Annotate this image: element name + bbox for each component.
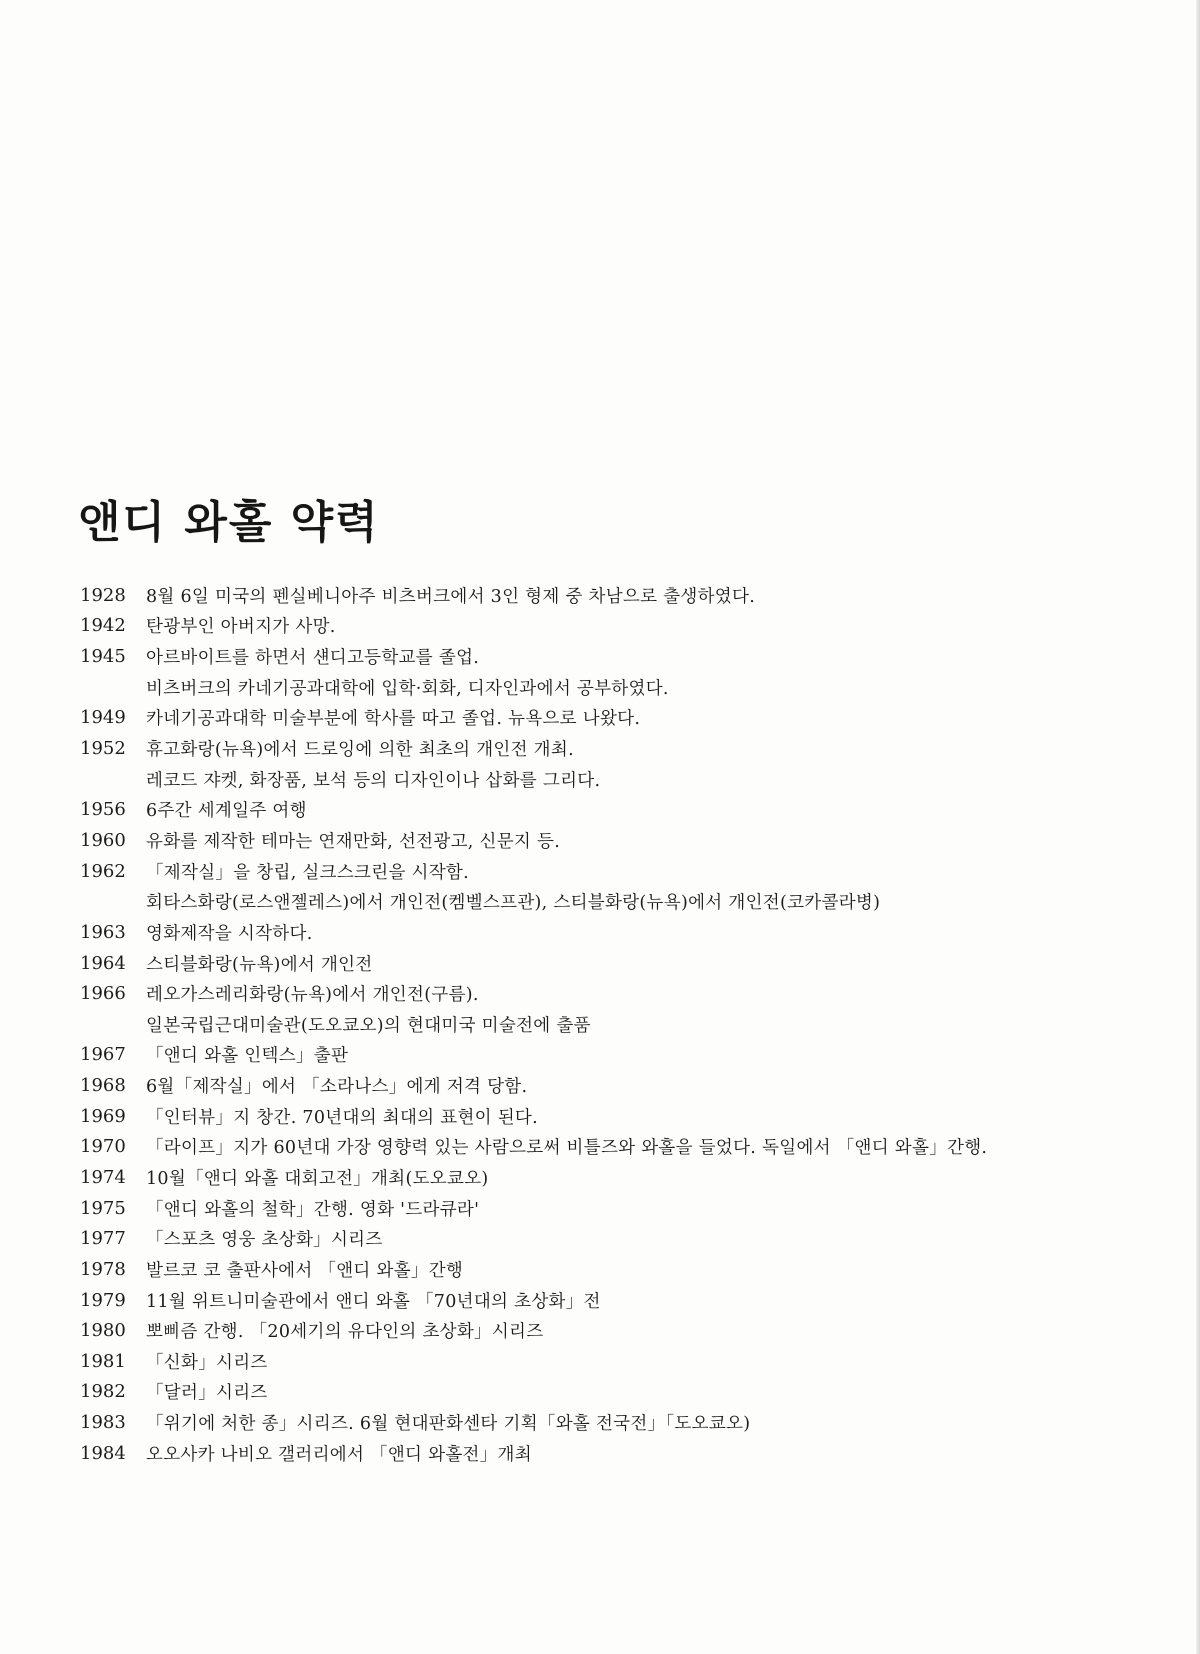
entry-year: 1978 — [80, 1258, 126, 1280]
entry-text: 비츠버크의 카네기공과대학에 입학·회화, 디자인과에서 공부하였다. — [146, 678, 669, 699]
entry-year: 1962 — [80, 860, 126, 882]
entry-text: 「위기에 처한 종」시리즈. 6월 현대판화센타 기획「와홀 전국전」「도오쿄오) — [146, 1414, 751, 1435]
entry-text: 아르바이트를 하면서 섄디고등학교를 졸업. — [146, 648, 480, 669]
entry-year: 1949 — [80, 707, 126, 729]
entry-text: 영화제작을 시작하다. — [146, 923, 313, 944]
chronology-entry — [80, 1132, 1180, 1163]
entry-text: 유화를 제작한 테마는 연재만화, 선전광고, 신문지 등. — [146, 831, 561, 852]
entry-year: 1977 — [80, 1228, 126, 1250]
page-edge — [1196, 0, 1200, 1654]
chronology-entry — [80, 948, 1180, 979]
entry-text: 스티블화랑(뉴욕)에서 개인전 — [146, 954, 373, 975]
chronology-entry — [80, 886, 1180, 917]
chronology-entry — [80, 825, 1180, 856]
chronology-entry — [80, 1254, 1180, 1285]
entry-text: 오오사카 나비오 갤러리에서 「앤디 와홀전」개최 — [146, 1444, 532, 1465]
page-title: 앤디 와홀 약력 — [78, 497, 380, 548]
entry-text: 「신화」시리즈 — [146, 1352, 268, 1373]
chronology-entry — [80, 1223, 1180, 1254]
entry-text: 「인터뷰」지 창간. 70년대의 최대의 표현이 된다. — [146, 1107, 538, 1128]
entry-year: 1984 — [80, 1442, 126, 1464]
entry-text: 탄광부인 아버지가 사망. — [146, 617, 336, 638]
chronology-entry — [80, 794, 1180, 825]
chronology-entry — [80, 733, 1180, 764]
chronology-entry — [80, 1040, 1180, 1071]
entry-year: 1963 — [80, 921, 126, 943]
chronology-entry — [80, 1438, 1180, 1469]
entry-year: 1942 — [80, 615, 126, 637]
chronology-entry — [80, 641, 1180, 672]
entry-year: 1967 — [80, 1044, 126, 1066]
entry-year: 1983 — [80, 1412, 126, 1434]
entry-year: 1969 — [80, 1105, 126, 1127]
entry-text: 카네기공과대학 미술부분에 학사를 따고 졸업. 뉴욕으로 나왔다. — [146, 709, 641, 730]
entry-year: 1964 — [80, 952, 126, 974]
entry-year: 1974 — [80, 1166, 126, 1188]
entry-year: 1945 — [80, 646, 126, 668]
entry-year: 1980 — [80, 1320, 126, 1342]
chronology-entry — [80, 1315, 1180, 1346]
entry-year: 1928 — [80, 584, 126, 606]
entry-text: 8월 6일 미국의 펜실베니아주 비츠버크에서 3인 형제 중 차남으로 출생하였다. — [146, 586, 756, 607]
chronology-entry — [80, 1009, 1180, 1040]
chronology-entry — [80, 764, 1180, 795]
entry-text: 「라이프」지가 60년대 가장 영향력 있는 사람으로써 비틀즈와 와홀을 들었다. 독일에서 「앤디 와홀」간행. — [146, 1138, 988, 1159]
entry-text: 「달러」시리즈 — [146, 1383, 268, 1404]
entry-text: 「앤디 와홀의 철학」간행. 영화 '드라큐라' — [146, 1199, 480, 1220]
entry-year: 1956 — [80, 799, 126, 821]
entry-year: 1960 — [80, 829, 126, 851]
chronology-entry — [80, 703, 1180, 734]
chronology-entry — [80, 1162, 1180, 1193]
chronology-entry — [80, 978, 1180, 1009]
chronology-entry — [80, 672, 1180, 703]
entry-text: 회타스화랑(로스앤젤레스)에서 개인전(켐벨스프관), 스티블화랑(뉴욕)에서 개인전(코카콜라병) — [146, 893, 881, 914]
entry-year: 1979 — [80, 1289, 126, 1311]
entry-year: 1968 — [80, 1075, 126, 1097]
chronology-entry — [80, 1070, 1180, 1101]
entry-text: 레코드 쟈켓, 화장품, 보석 등의 디자인이나 삽화를 그리다. — [146, 770, 601, 791]
chronology-entry — [80, 856, 1180, 887]
entry-year: 1981 — [80, 1350, 126, 1372]
chronology-entry — [80, 917, 1180, 948]
entry-text: 「제작실」을 창립, 실크스크린을 시작함. — [146, 862, 469, 883]
chronology-entry — [80, 1377, 1180, 1408]
entry-text: 휴고화랑(뉴욕)에서 드로잉에 의한 최초의 개인전 개최. — [146, 740, 574, 761]
entry-text: 6월「제작실」에서 「소라나스」에게 저격 당함. — [146, 1077, 528, 1098]
chronology-entry — [80, 580, 1180, 611]
entry-text: 「앤디 와홀 인텍스」출판 — [146, 1046, 349, 1067]
chronology-entry — [80, 1285, 1180, 1316]
chronology-list — [80, 580, 1180, 1469]
entry-text: 11월 위트니미술관에서 앤디 와홀 「70년대의 초상화」전 — [146, 1291, 601, 1312]
chronology-entry — [80, 1346, 1180, 1377]
chronology-entry — [80, 1407, 1180, 1438]
entry-year: 1952 — [80, 738, 126, 760]
entry-text: 일본국립근대미술관(도오쿄오)의 현대미국 미술전에 출품 — [146, 1015, 591, 1036]
entry-text: 뽀삐즘 간행. 「20세기의 유다인의 초상화」시리즈 — [146, 1322, 544, 1343]
entry-year: 1970 — [80, 1136, 126, 1158]
entry-year: 1982 — [80, 1381, 126, 1403]
chronology-entry — [80, 611, 1180, 642]
entry-year: 1966 — [80, 983, 126, 1005]
entry-text: 발르코 코 출판사에서 「앤디 와홀」간행 — [146, 1260, 464, 1281]
chronology-entry — [80, 1101, 1180, 1132]
entry-text: 6주간 세계일주 여행 — [146, 801, 307, 822]
entry-year: 1975 — [80, 1197, 126, 1219]
chronology-entry — [80, 1193, 1180, 1224]
entry-text: 10월「앤디 와홀 대회고전」개최(도오쿄오) — [146, 1168, 489, 1189]
entry-text: 레오가스레리화랑(뉴욕)에서 개인전(구름). — [146, 985, 479, 1006]
entry-text: 「스포츠 영웅 초상화」시리즈 — [146, 1230, 383, 1251]
